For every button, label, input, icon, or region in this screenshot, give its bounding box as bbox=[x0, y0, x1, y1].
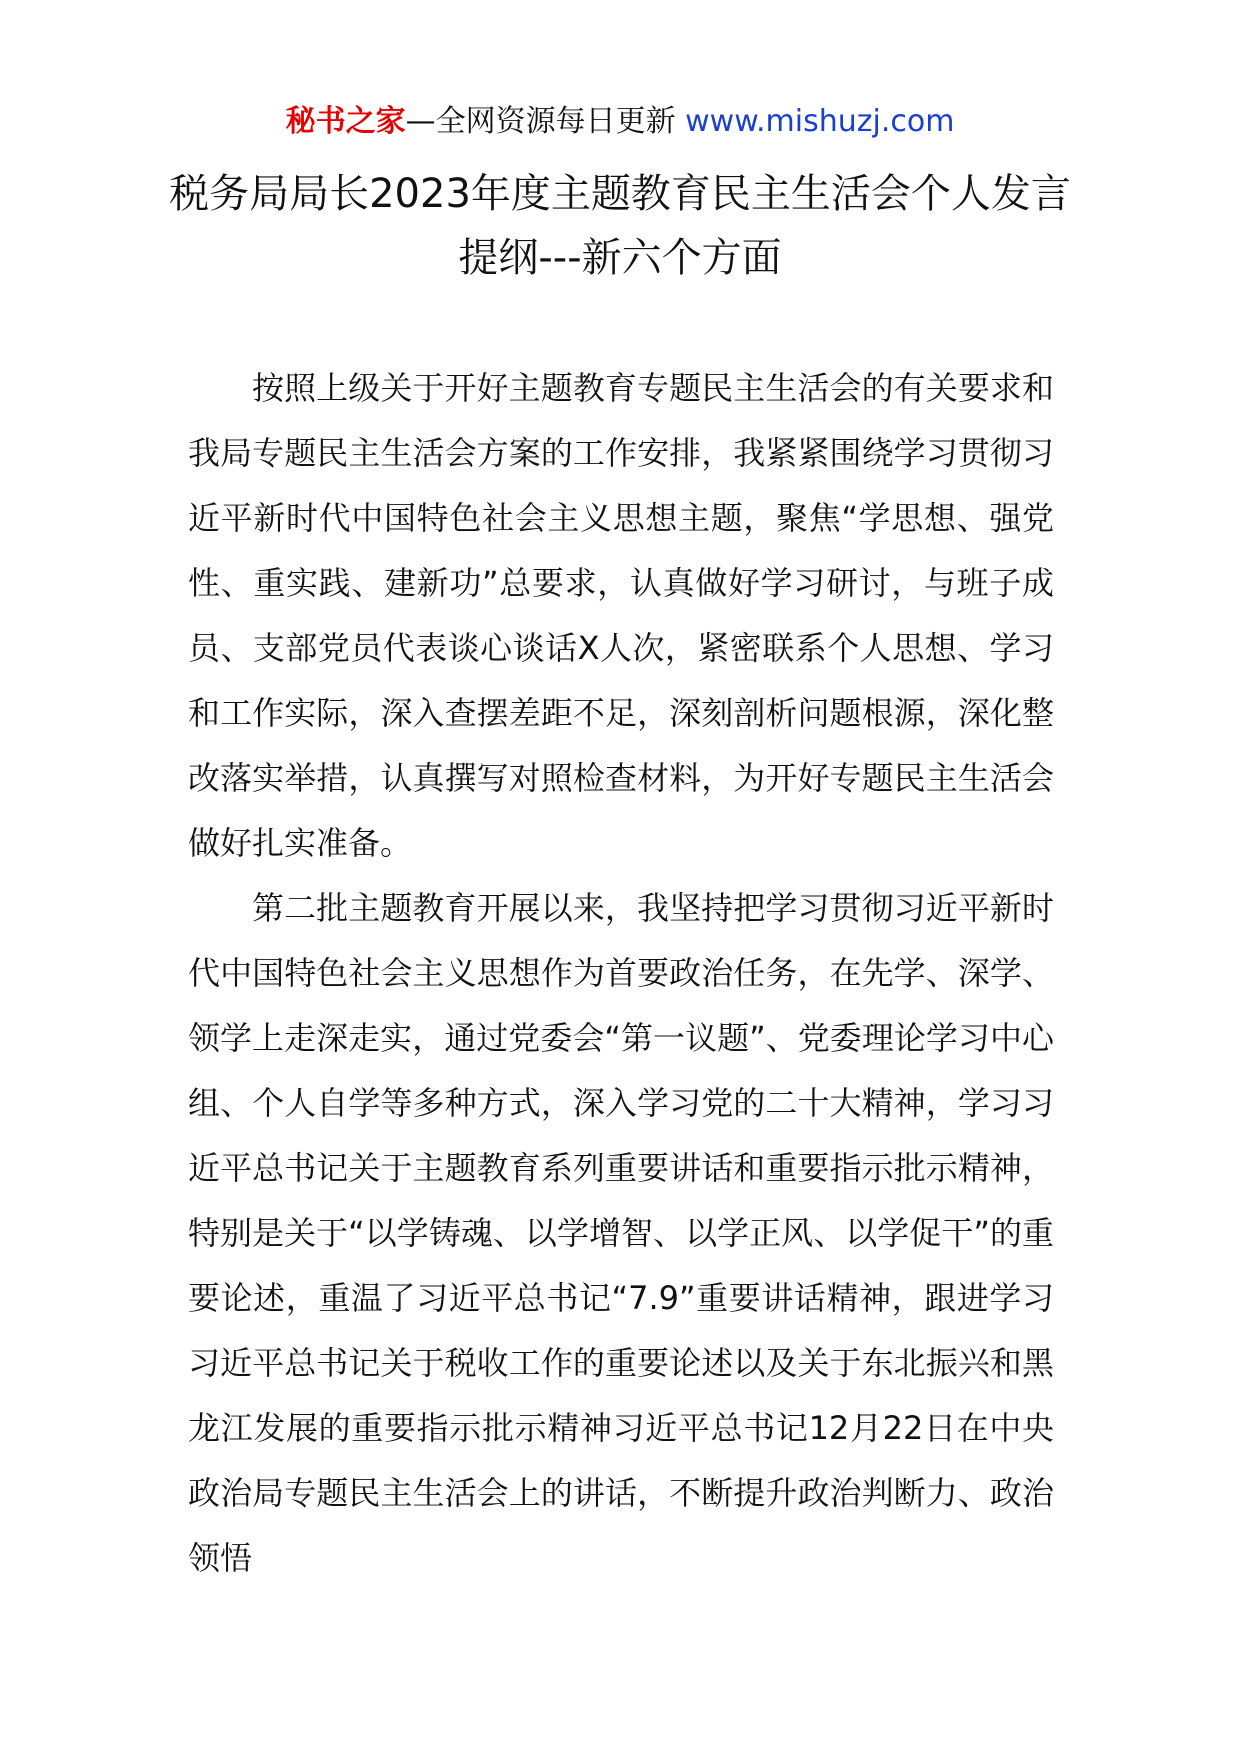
paragraph: 第二批主题教育开展以来，我坚持把学习贯彻习近平新时代中国特色社会主义思想作为首要政治任务，在先学、深学、领学上走深走实，通过党委会“第一议题”、党委理论学习中心组、个人自学等多种方式，深入学习党的二十大精神，学习习近平总书记关于主题教育系列重要讲话和重要指示批示精神，特别是关于“以学铸魂、以学增智、以学正风、以学促干”的重要论述，重温了习近平总书记“7.9”重要讲话精神，跟进学习习近平总书记关于税收工作的重要论述以及关于东北振兴和黑龙江发展的重要指示批示精神习近平总书记12月22日在中央政治局专题民主生活会上的讲话，不断提升政治判断力、政治领悟 bbox=[188, 889, 1054, 1577]
paragraph: 按照上级关于开好主题教育专题民主生活会的有关要求和我局专题民主生活会方案的工作安排，我紧紧围绕学习贯彻习近平新时代中国特色社会主义思想主题，聚焦“学思想、强党性、重实践、建新功”总要求，认真做好学习研讨，与班子成员、支部党员代表谈心谈话X人次，紧密联系个人思想、学习和工作实际，深入查摆差距不足，深刻剖析问题根源，深化整改落实举措，认真撰写对照检查材料，为开好专题民主生活会做好扎实准备。 bbox=[188, 369, 1054, 862]
site-header bbox=[0, 100, 1240, 144]
site-url[interactable]: www.mishuzj.com bbox=[685, 104, 955, 139]
document-title: 税务局局长2023年度主题教育民主生活会个人发言提纲---新六个方面 bbox=[169, 171, 1071, 281]
site-tagline: —全网资源每日更新 bbox=[405, 104, 676, 139]
document-body bbox=[188, 356, 1054, 1591]
site-brand: 秘书之家 bbox=[285, 104, 406, 139]
